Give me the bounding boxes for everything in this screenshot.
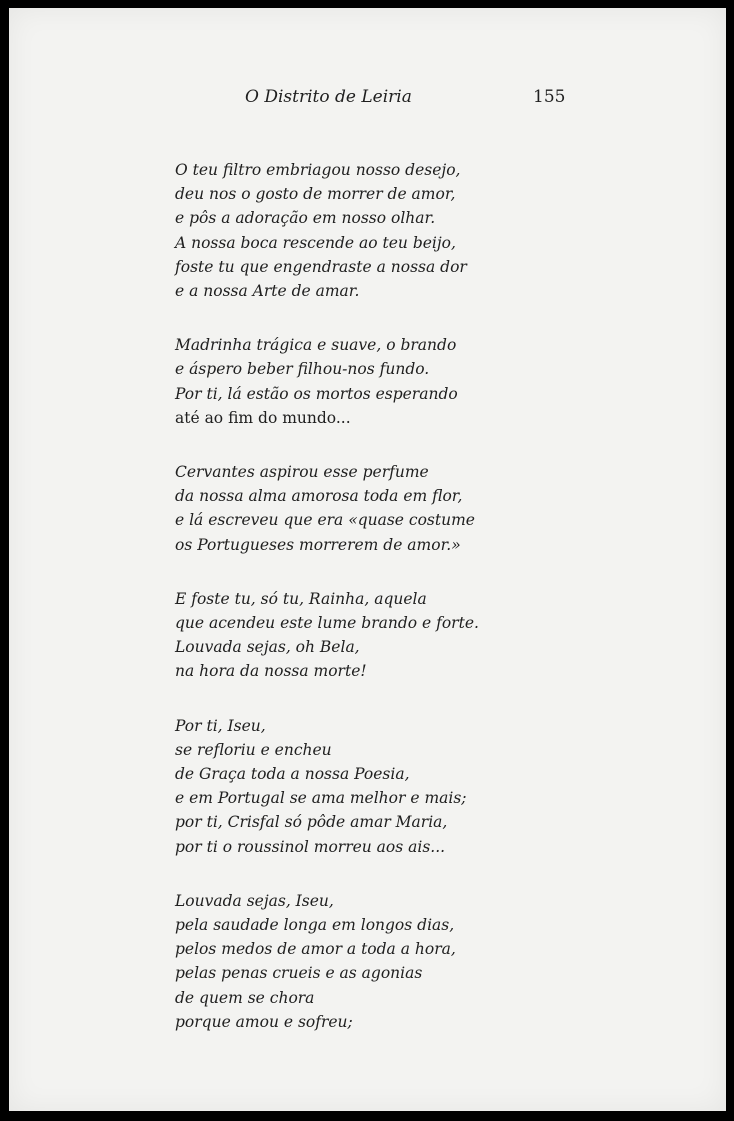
poem-line: Por ti, Iseu, [175,716,266,735]
book-page [9,8,726,1111]
poem-line: que acendeu este lume brando e forte. [175,614,479,633]
poem-line: pelas penas crueis e as agonias [175,964,423,983]
stanza-6 [175,889,595,1034]
poem-line: Louvada sejas, oh Bela, [175,638,360,657]
poem-line: da nossa alma amorosa toda em flor, [175,487,463,506]
poem-line: porque amou e sofreu; [175,1012,353,1031]
poem-line: pela saudade longa em longos dias, [175,916,455,935]
poem-line: foste tu que engendraste a nossa dor [175,257,467,276]
poem-line: na hora da nossa morte! [175,662,367,681]
poem-line: pelos medos de amor a toda a hora, [175,940,456,959]
poem-line: deu nos o gosto de morrer de amor, [175,185,456,204]
poem-line: por ti, Crisfal só pôde amar Maria, [175,813,448,832]
stanza-5 [175,714,595,859]
poem-line: de Graça toda a nossa Poesia, [175,765,410,784]
stanza-3 [175,460,595,557]
poem-line: e pôs a adoração em nosso olhar. [175,209,436,228]
poem-line: os Portugueses morrerem de amor.» [175,535,461,554]
poem-line: E foste tu, só tu, Rainha, aquela [175,589,427,608]
stanza-2 [175,333,595,430]
running-title: O Distrito de Leiria [245,87,412,107]
poem-line: e em Portugal se ama melhor e mais; [175,789,467,808]
poem-line: Madrinha trágica e suave, o brando [175,336,457,355]
poem-line: Cervantes aspirou esse perfume [175,463,429,482]
poem [175,158,595,1064]
poem-line: A nossa boca rescende ao teu beijo, [175,233,456,252]
poem-line: se refloriu e encheu [175,740,332,759]
poem-line: de quem se chora [175,988,315,1007]
page-number: 155 [533,87,566,107]
poem-line: e a nossa Arte de amar. [175,282,360,301]
poem-line: até ao fim do mundo... [175,408,351,427]
poem-line: e lá escreveu que era «quase costume [175,511,475,530]
poem-line: Por ti, lá estão os mortos esperando [175,384,458,403]
stanza-4 [175,587,595,684]
poem-line: e áspero beber filhou-nos fundo. [175,360,430,379]
poem-line: por ti o roussinol morreu aos ais... [175,837,446,856]
poem-line: Louvada sejas, Iseu, [175,891,334,910]
stanza-1 [175,158,595,303]
poem-line: O teu filtro embriagou nosso desejo, [175,161,461,179]
